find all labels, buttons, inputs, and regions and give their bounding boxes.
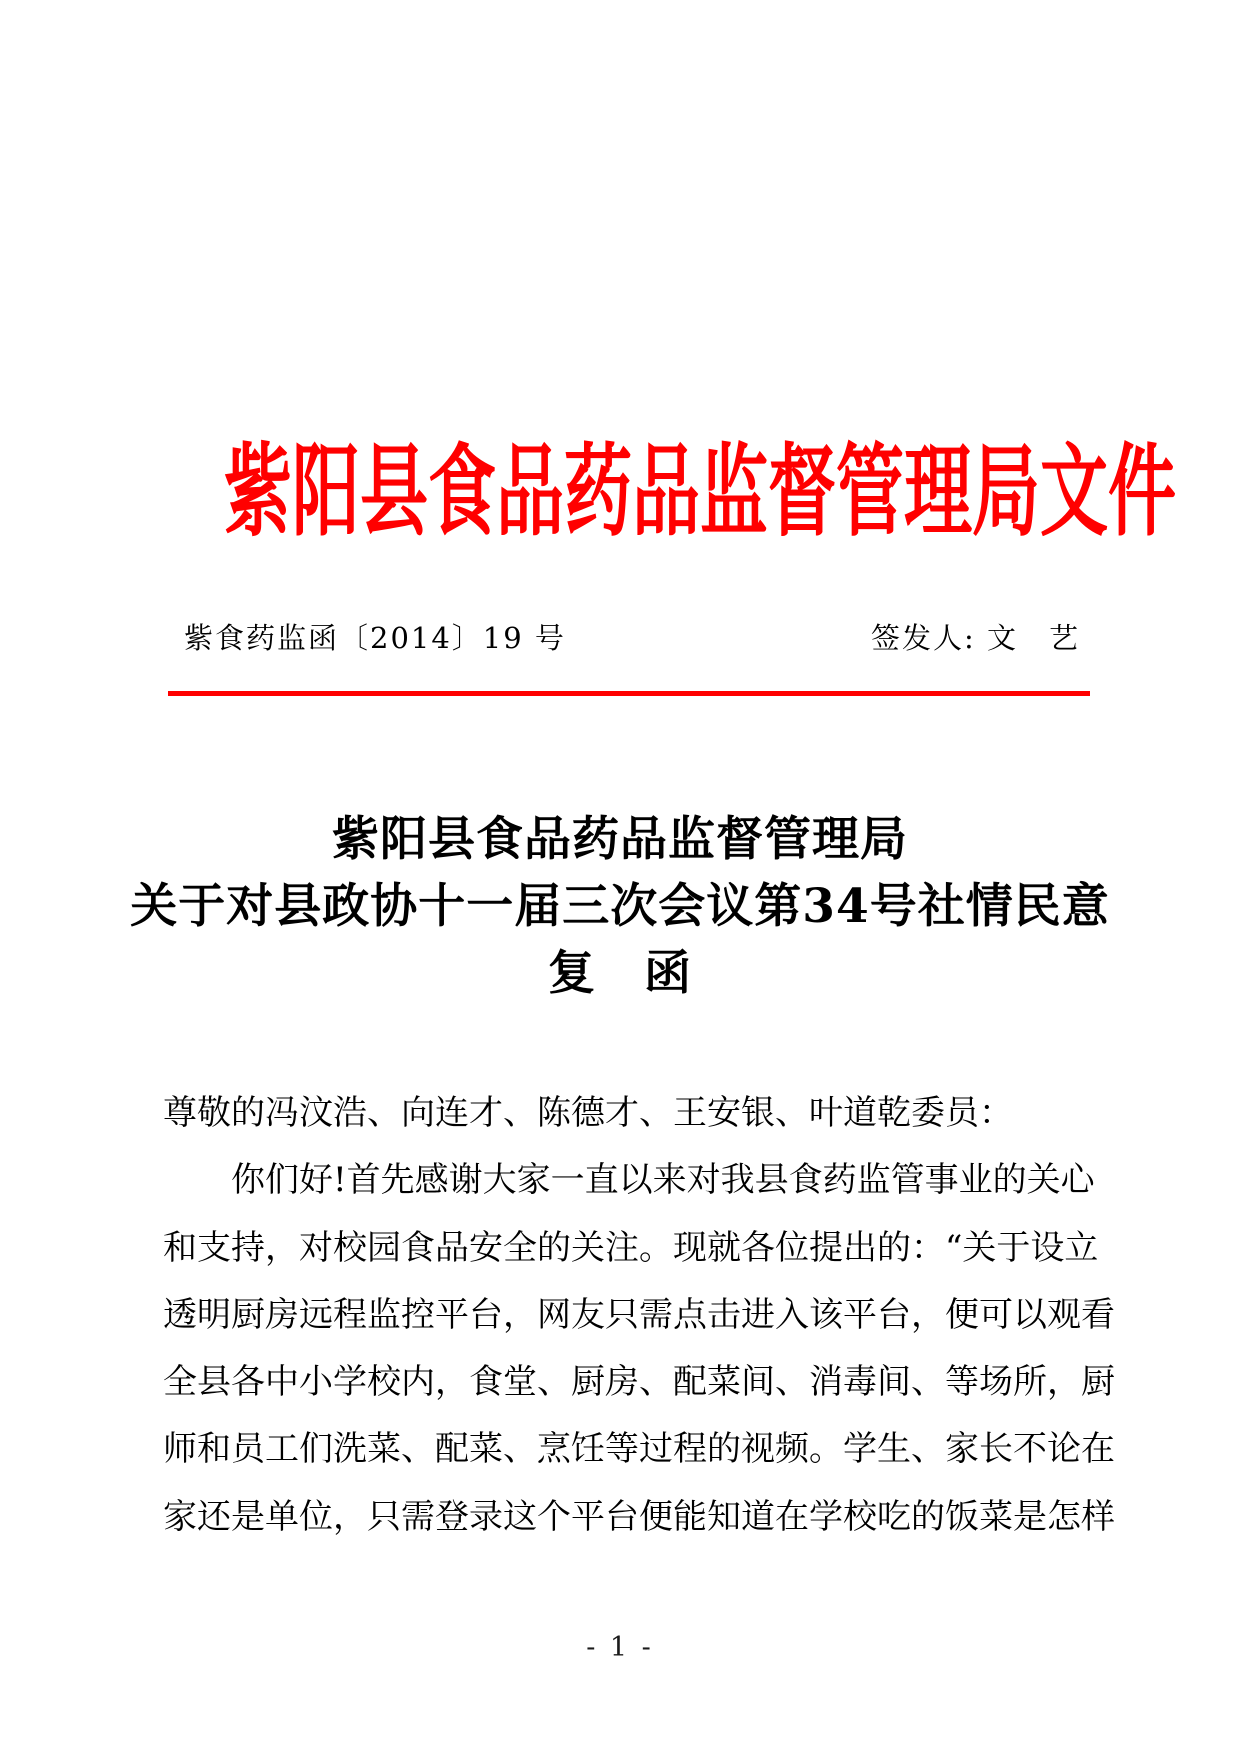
doc-info-row <box>168 618 1090 658</box>
letterhead-banner <box>0 432 1240 550</box>
issuer-signoff: 签发人: 文 艺 <box>871 621 1080 655</box>
body-line: 你们好!首先感谢大家一直以来对我县食药监管事业的关心 <box>231 1160 1095 1201</box>
document-title-line-2: 关于对县政协十一届三次会议第34号社情民意 <box>130 879 1110 934</box>
document-title-line-3: 复 函 <box>548 946 692 1001</box>
body-content <box>163 1080 1119 1551</box>
body-line: 和支持，对校园食品安全的关注。现就各位提出的：“关于设立 <box>163 1227 1099 1268</box>
document-title <box>0 806 1240 1007</box>
red-divider <box>168 691 1090 696</box>
page-number: - 1 - <box>586 1632 654 1663</box>
body-line: 透明厨房远程监控平台，网友只需点击进入该平台，便可以观看 <box>163 1294 1115 1335</box>
letterhead-title: 紫阳县食品药品监督管理局文件 <box>224 432 1176 550</box>
document-number: 紫食药监函〔2014〕19 号 <box>184 621 566 655</box>
body-line: 师和员工们洗菜、配菜、烹饪等过程的视频。学生、家长不论在 <box>163 1429 1115 1470</box>
document-title-line-1: 紫阳县食品药品监督管理局 <box>332 812 908 867</box>
salutation: 尊敬的冯汶浩、向连才、陈德才、王安银、叶道乾委员： <box>163 1093 1013 1133</box>
body-line: 家还是单位，只需登录这个平台便能知道在学校吃的饭菜是怎样 <box>163 1496 1115 1537</box>
body-line: 全县各中小学校内，食堂、厨房、配菜间、消毒间、等场所，厨 <box>163 1362 1115 1403</box>
